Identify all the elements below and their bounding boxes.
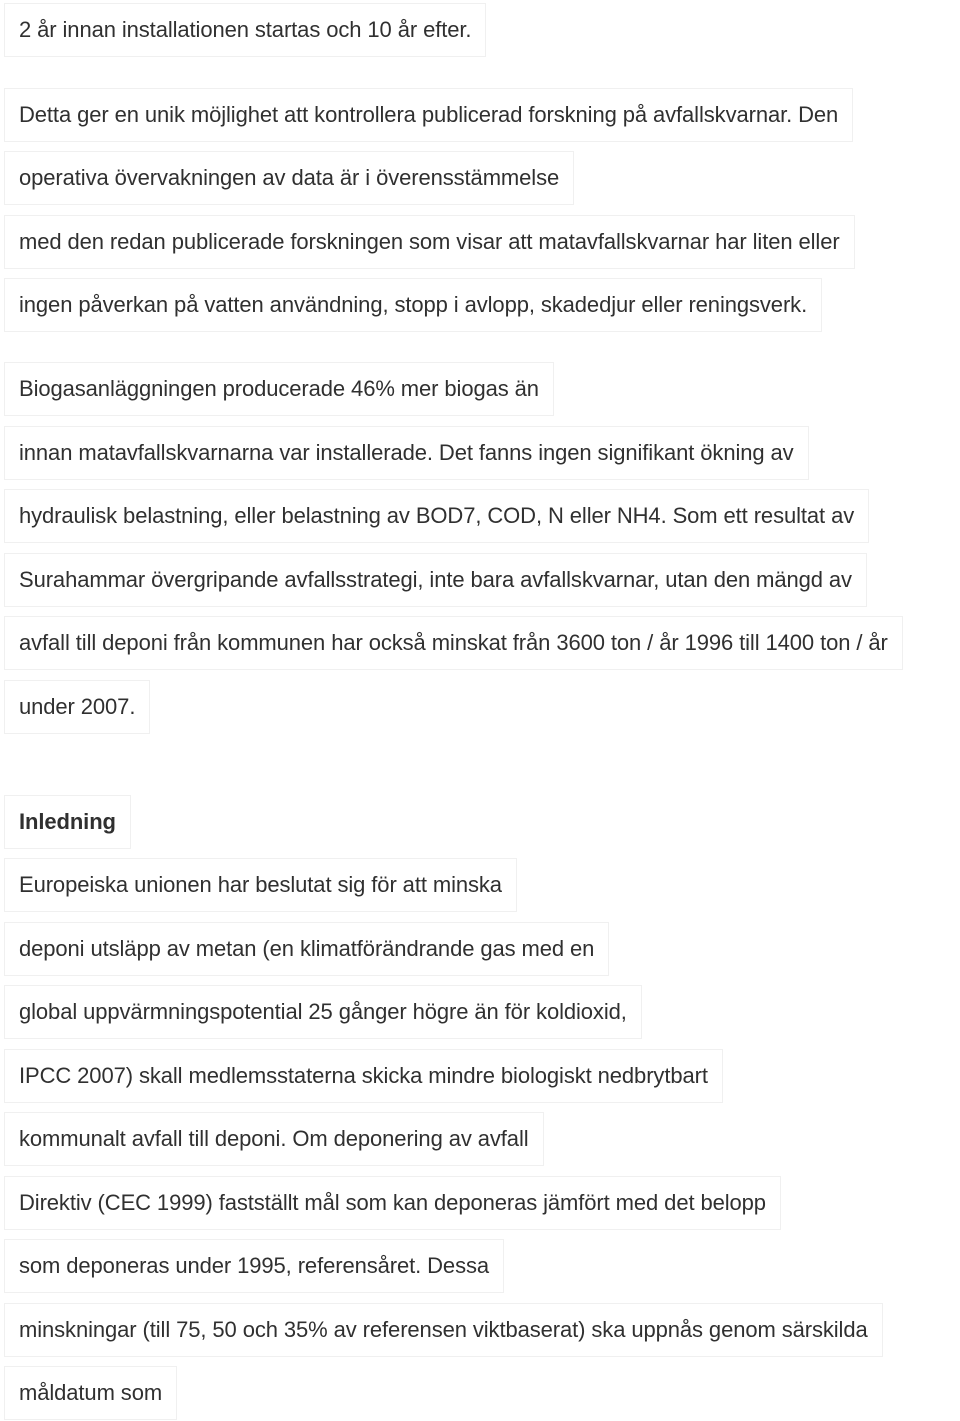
- text-line: som deponeras under 1995, referensåret. Dessa: [4, 1239, 504, 1293]
- text-line: Detta ger en unik möjlighet att kontrollera publicerad forskning på avfallskvarnar. Den: [4, 88, 853, 142]
- text-line: Europeiska unionen har beslutat sig för att minska: [4, 858, 517, 912]
- text-line: 2 år innan installationen startas och 10 år efter.: [4, 3, 486, 57]
- text-line: IPCC 2007) skall medlemsstaterna skicka mindre biologiskt nedbrytbart: [4, 1049, 723, 1103]
- text-line: avfall till deponi från kommunen har också minskat från 3600 ton / år 1996 till 1400 ton / år: [4, 616, 903, 670]
- text-line: operativa övervakningen av data är i överensstämmelse: [4, 151, 574, 205]
- text-line: ingen påverkan på vatten användning, stopp i avlopp, skadedjur eller reningsverk.: [4, 278, 822, 332]
- text-line: global uppvärmningspotential 25 gånger högre än för koldioxid,: [4, 985, 642, 1039]
- text-line: Surahammar övergripande avfallsstrategi, inte bara avfallskvarnar, utan den mängd av: [4, 553, 867, 607]
- text-line: minskningar (till 75, 50 och 35% av referensen viktbaserat) ska uppnås genom särskilda: [4, 1303, 883, 1357]
- text-line: måldatum som: [4, 1366, 177, 1420]
- text-line: under 2007.: [4, 680, 150, 734]
- text-line: Biogasanläggningen producerade 46% mer biogas än: [4, 362, 554, 416]
- text-line: med den redan publicerade forskningen som visar att matavfallskvarnar har liten eller: [4, 215, 855, 269]
- text-line: deponi utsläpp av metan (en klimatförändrande gas med en: [4, 922, 609, 976]
- text-line: innan matavfallskvarnarna var installerade. Det fanns ingen signifikant ökning av: [4, 426, 809, 480]
- section-heading: Inledning: [4, 795, 131, 849]
- text-line: kommunalt avfall till deponi. Om deponering av avfall: [4, 1112, 544, 1166]
- text-line: Direktiv (CEC 1999) fastställt mål som kan deponeras jämfört med det belopp: [4, 1176, 781, 1230]
- text-line: hydraulisk belastning, eller belastning av BOD7, COD, N eller NH4. Som ett resultat av: [4, 489, 869, 543]
